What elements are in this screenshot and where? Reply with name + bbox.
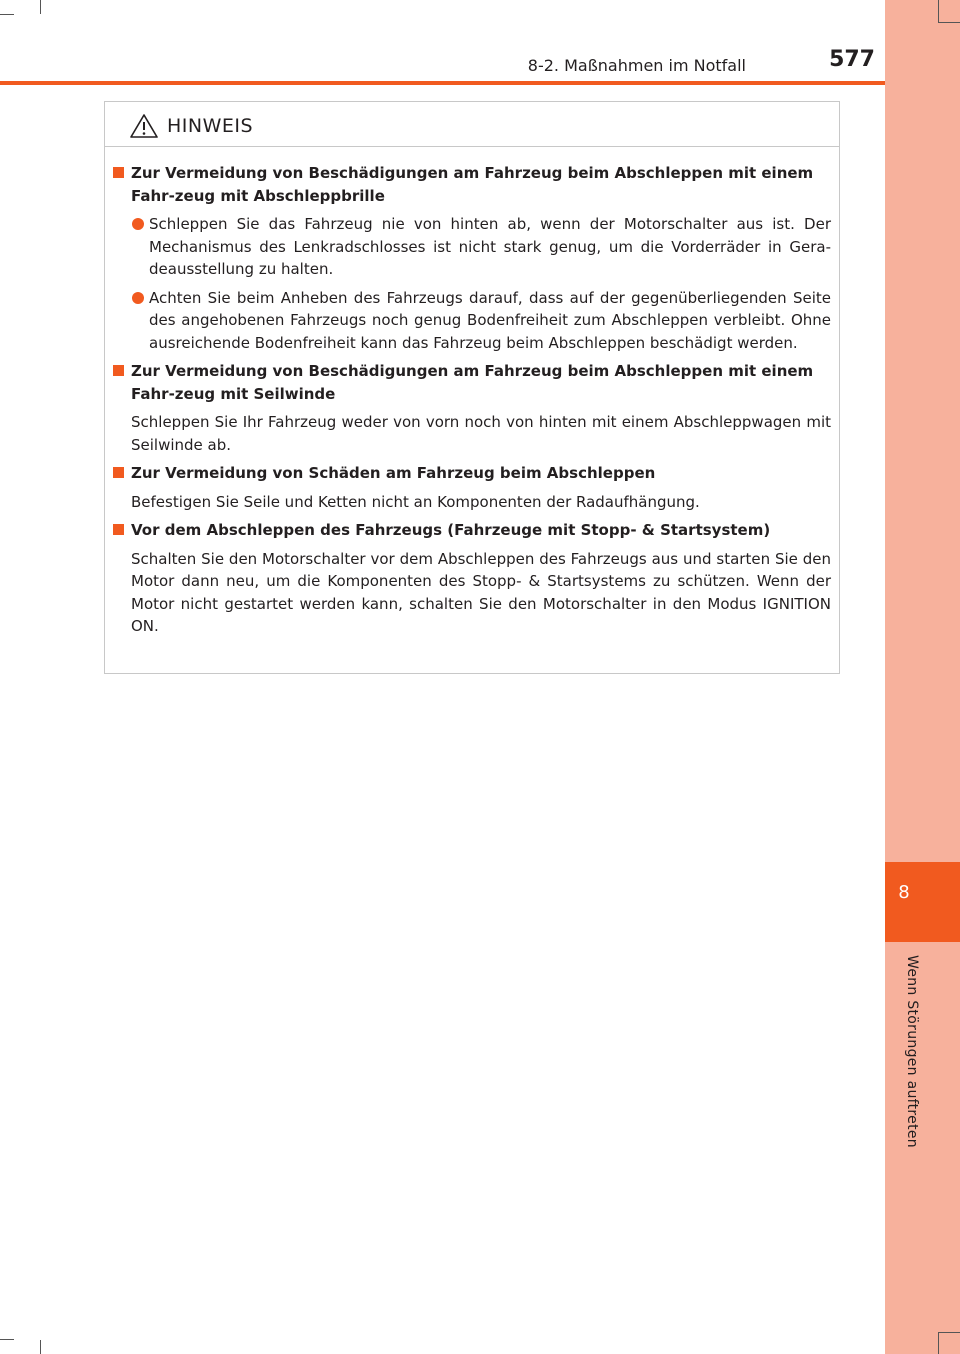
round-bullet-icon bbox=[132, 218, 144, 230]
square-bullet-icon bbox=[113, 524, 124, 535]
notice-section bbox=[113, 462, 831, 513]
crop-mark bbox=[938, 1332, 939, 1354]
crop-mark bbox=[0, 1339, 14, 1340]
square-bullet-icon bbox=[113, 365, 124, 376]
notice-header bbox=[129, 110, 253, 142]
section-text: Befestigen Sie Seile und Ketten nicht an Komponenten der Radaufhängung. bbox=[131, 492, 700, 511]
crop-mark bbox=[938, 22, 960, 23]
section-heading: Vor dem Abschleppen des Fahrzeugs (Fahrzeuge mit Stopp- & Startsystem) bbox=[131, 521, 771, 539]
section-heading: Zur Vermeidung von Schäden am Fahrzeug beim Abschleppen bbox=[131, 464, 656, 482]
square-bullet-icon bbox=[113, 467, 124, 478]
round-bullet-icon bbox=[132, 292, 144, 304]
notice-divider bbox=[105, 146, 839, 147]
notice-title: HINWEIS bbox=[167, 115, 254, 137]
bullet-item bbox=[131, 287, 831, 355]
header-rule bbox=[0, 81, 885, 85]
notice-section bbox=[113, 360, 831, 456]
bullet-item bbox=[131, 213, 831, 281]
page-number: 577 bbox=[829, 47, 875, 72]
notice-content bbox=[113, 162, 831, 644]
notice-section bbox=[113, 162, 831, 354]
notice-section bbox=[113, 519, 831, 638]
chapter-title: Wenn Störungen auftreten bbox=[904, 955, 920, 1148]
crop-mark bbox=[40, 1340, 41, 1354]
section-text: Schalten Sie den Motorschalter vor dem Abschleppen des Fahrzeugs aus und starten Sie den Motor dann neu, um die Komponenten des Stopp- & Startsystems zu schützen. Wenn der Motor nicht gestartet werden kann, schalten Sie den Motorschalter in den Modus IGNITION ON. bbox=[131, 549, 831, 635]
crop-mark bbox=[0, 14, 14, 15]
bullet-text: Schleppen Sie das Fahrzeug nie von hinten ab, wenn der Motorschalter aus ist. Der Mechanismus des Lenkradschlosses ist nicht stark genug, um die Vorderräder in Gera-deausstellung zu halten. bbox=[149, 215, 831, 278]
bullet-text: Achten Sie beim Anheben des Fahrzeugs darauf, dass auf der gegenüberliegenden Seite des angehobenen Fahrzeugs noch genug Bodenfreiheit zum Abschleppen verbleibt. Ohne ausreichende Bodenfreiheit kann das Fahrzeug beim Abschleppen beschädigt werden. bbox=[149, 288, 831, 352]
notice-box bbox=[104, 101, 840, 674]
chapter-side-strip bbox=[885, 0, 960, 1354]
chapter-number: 8 bbox=[898, 882, 910, 903]
section-heading: Zur Vermeidung von Beschädigungen am Fahrzeug beim Abschleppen mit einem Fahr-zeug mit Seilwinde bbox=[131, 362, 814, 403]
crop-mark bbox=[938, 1332, 960, 1333]
warning-triangle-icon bbox=[129, 113, 159, 139]
section-title: 8-2. Maßnahmen im Notfall bbox=[527, 56, 746, 75]
section-text: Schleppen Sie Ihr Fahrzeug weder von vorn noch von hinten mit einem Abschleppwagen mit Seilwinde ab. bbox=[131, 413, 831, 454]
crop-mark bbox=[938, 0, 939, 22]
square-bullet-icon bbox=[113, 167, 124, 178]
section-heading: Zur Vermeidung von Beschädigungen am Fahrzeug beim Abschleppen mit einem Fahr-zeug mit Abschleppbrille bbox=[131, 164, 814, 205]
crop-mark bbox=[40, 0, 41, 14]
